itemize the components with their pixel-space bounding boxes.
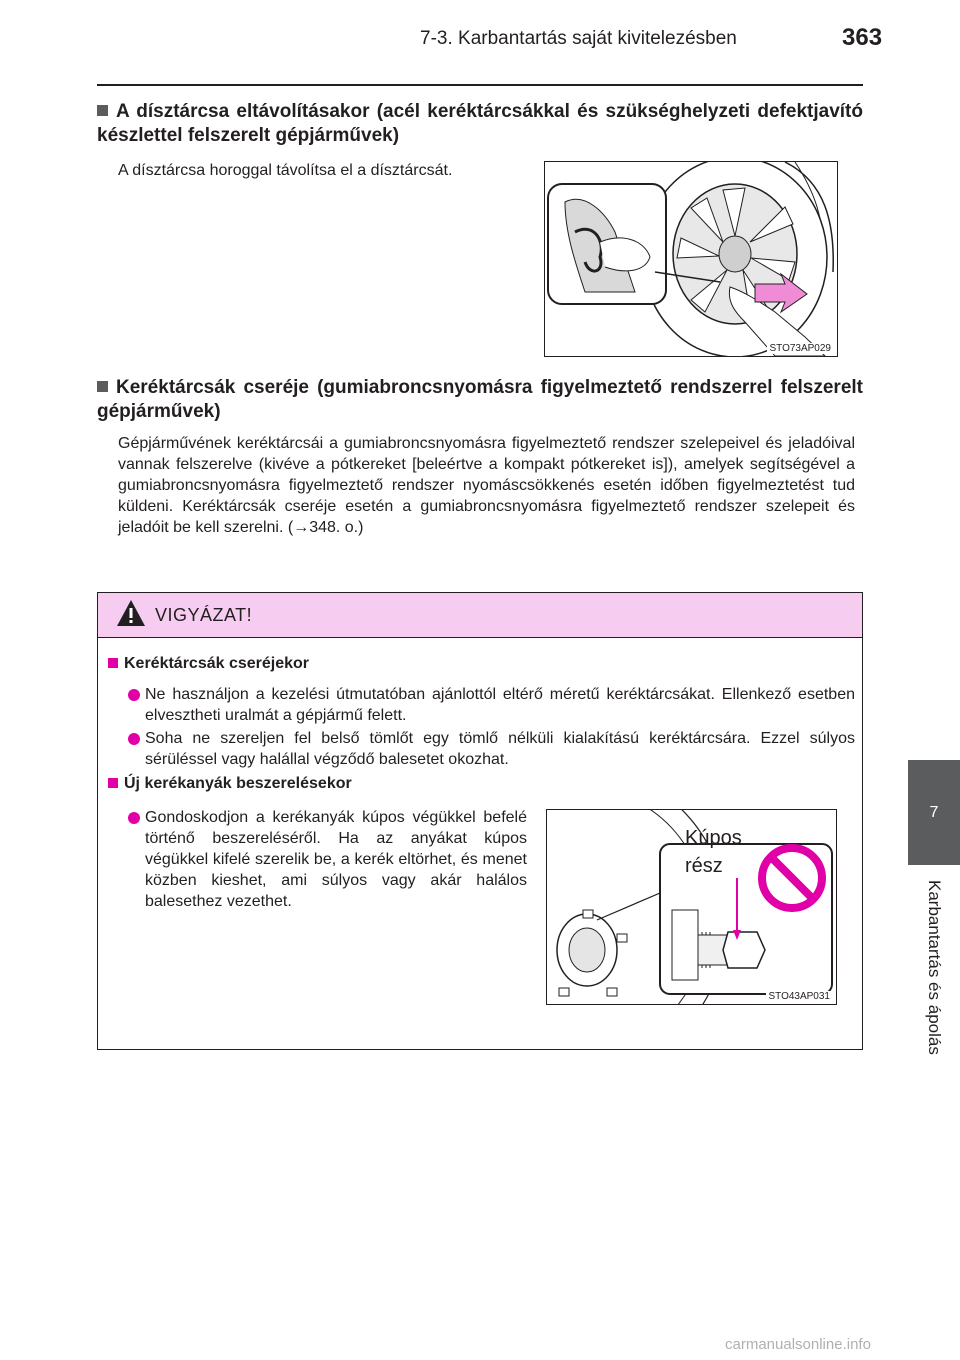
warning-subheading-2-text: Új kerékanyák beszerelésekor [124,775,352,792]
wheel-cover-illustration-svg [545,162,837,356]
section1-text: A dísztárcsa horoggal távolítsa el a dísztárcsát. [118,162,453,179]
running-header: 7-3. Karbantartás saját kivitelezésben [420,28,737,49]
bullet-dot-icon [128,733,140,745]
warning-bullet-2: Soha ne szereljen fel belső tömlőt egy tömlő nélküli kialakítású keréktárcsára. Ezzel súlyos sérüléssel vagy halállal végződő balesetet okozhat. [145,730,855,768]
chapter-title-vertical [908,880,960,1100]
warning-subheading-1-text: Keréktárcsák cseréjekor [124,655,310,672]
page-number: 363 [842,24,883,51]
warning-title: VIGYÁZAT! [155,605,253,625]
warning-subheading-2 [108,775,352,793]
square-bullet-icon [108,658,118,668]
bullet-dot-icon [128,812,140,824]
warning-triangle-icon [116,598,146,628]
warning-bullet-3: Gondoskodjon a kerékanyák kúpos végükkel befelé történő beszereléséről. Ha az anyákat kúpos végükkel kifelé szerelik be, a kerék eltörhet, és menet közben kieshet, ami súlyos vagy akár halálos balesethez vezethet. [145,809,527,910]
conical-label-line1: Kúpos [685,827,742,849]
image-code: STO43AP031 [768,991,830,1002]
warning-subheading-1 [108,655,309,673]
header-divider [97,84,863,86]
wheel-nut-illustration [546,809,837,1005]
wheel-cover-removal-illustration [544,161,838,357]
section2-text: Gépjárművének keréktárcsái a gumiabroncsnyomásra figyelmeztető rendszer szelepeivel és jeladóival vannak felszerelve (kivéve a pótkereket [beleértve a kompakt pótkereket is]), amelyek segítségével a gumiabroncsnyomásra figyelmeztető rendszer nyomáscsökkenés esetén időben figyelmeztetést tud küldeni. Keréktárcsák cseréje esetén a gumiabroncsnyomásra figyelmeztető rendszer szelepeit és jeladóit be kell szerelni. (→348. o.) [118,435,855,536]
conical-part-label [685,824,742,880]
warning-header [98,593,862,638]
chapter-tab [908,760,960,865]
square-bullet-icon [97,381,108,392]
section1-heading [97,100,863,148]
chapter-title: Karbantartás és ápolás [925,880,944,1055]
section2-heading [97,376,863,424]
warning-bullet-1: Ne használjon a kezelési útmutatóban ajánlottól eltérő méretű keréktárcsákat. Ellenkező esetben elvesztheti uralmát a gépjármű felett. [145,686,855,724]
bullet-dot-icon [128,689,140,701]
section1-heading-text: A dísztárcsa eltávolításakor (acél keréktárcsákkal és szükséghelyzeti defektjavító készlettel felszerelt gépjárművek) [97,101,863,146]
square-bullet-icon [97,105,108,116]
watermark: carmanualsonline.info [725,1336,871,1353]
square-bullet-icon [108,778,118,788]
conical-label-line2: rész [685,855,723,877]
image-code: STO73AP029 [769,343,831,354]
chapter-number: 7 [929,803,939,821]
warning-box [97,592,863,1050]
section2-heading-text: Keréktárcsák cseréje (gumiabroncsnyomásra figyelmeztető rendszerrel felszerelt gépjárművek) [97,377,863,422]
